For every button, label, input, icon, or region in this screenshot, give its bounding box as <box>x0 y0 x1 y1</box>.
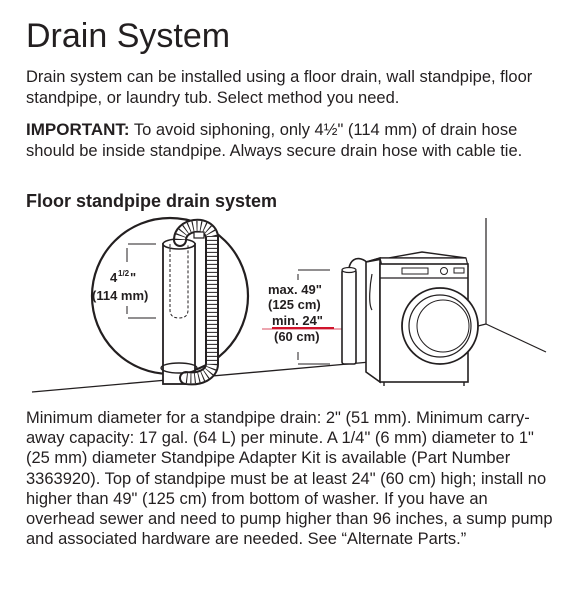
section-heading: Floor standpipe drain system <box>26 191 278 211</box>
inset-dim-whole: 4 <box>110 270 118 285</box>
important-note <box>26 119 556 162</box>
standpipe-diagram <box>30 214 550 404</box>
inset-dim-frac: 1/2 <box>118 269 130 278</box>
important-label: IMPORTANT: <box>26 120 130 139</box>
washer-illustration <box>366 252 478 386</box>
min-height-label: min. 24" <box>272 313 323 328</box>
inset-dim-unit: " <box>130 270 137 285</box>
requirements-paragraph: Minimum diameter for a standpipe drain: 2" (51 mm). Minimum carry-away capacity: 17 gal. (64 L) per minute. A 1/4" (6 mm) diameter to 1" (25 mm) diameter Standpipe Adapter Kit is available (Part Number 3363920). Top of standpipe must be at least 24" (60 cm) high; install no higher than 49" (125 cm) from bottom of washer. If you have an overhead sewer and need to pump higher than 96 inches, a sump pump and associated hardware are needed. See “Alternate Parts.” <box>26 409 553 549</box>
inset-dim-metric: (114 mm) <box>92 288 149 303</box>
max-height-label: max. 49" <box>268 282 322 297</box>
min-height-metric: (60 cm) <box>274 329 320 344</box>
important-text: To avoid siphoning, only 4½" (114 mm) of drain hose should be inside standpipe. Always secure drain hose with cable tie. <box>26 121 523 160</box>
magnifier-inset <box>92 218 248 384</box>
max-height-metric: (125 cm) <box>268 297 321 312</box>
page-title: Drain System <box>26 17 231 55</box>
height-dimension <box>262 270 344 364</box>
intro-paragraph: Drain system can be installed using a floor drain, wall standpipe, floor standpipe, or laundry tub. Select method you need. <box>26 68 533 107</box>
wall-floor-line <box>486 324 546 352</box>
